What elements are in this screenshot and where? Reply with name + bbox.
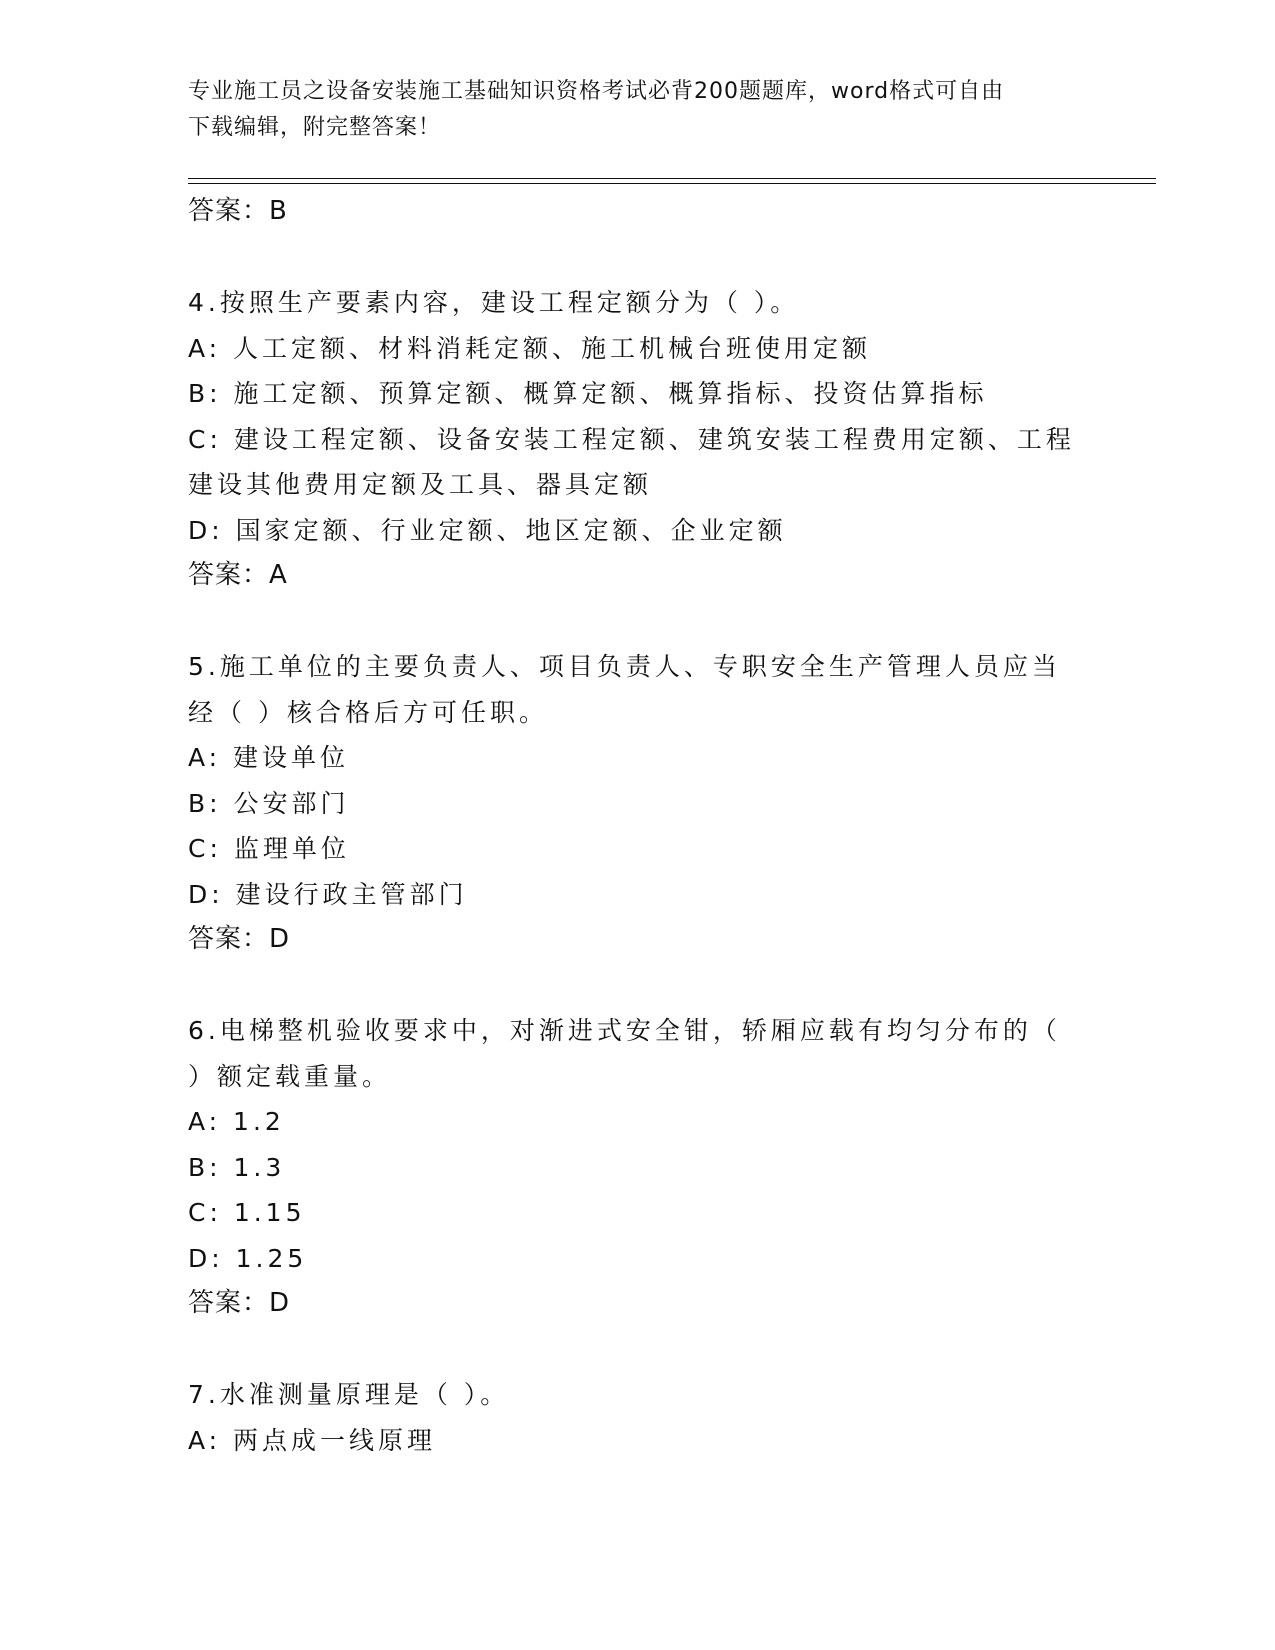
option-a: A: 1.2 [188, 1107, 285, 1136]
answer: 答案：D [188, 1288, 291, 1318]
question-stem: 6.电梯整机验收要求中，对渐进式安全钳，轿厢应载有均匀分布的（ [188, 1016, 1061, 1045]
option-a: A: 建设单位 [188, 743, 350, 772]
spacer [188, 599, 1088, 645]
header-line-2: 下载编辑，附完整答案！ [188, 115, 442, 140]
option-c: C: 建设工程定额、设备安装工程定额、建筑安装工程费用定额、工程 [188, 424, 1075, 454]
option-d: D: 1.25 [188, 1243, 308, 1273]
answer-previous: 答案：B [188, 196, 288, 226]
document-body [188, 189, 1088, 1463]
option-c: C: 1.15 [188, 1198, 306, 1227]
option-d: D: 国家定额、行业定额、地区定额、企业定额 [188, 515, 787, 545]
spacer [188, 963, 1088, 1009]
question-stem: 7.水准测量原理是（ ）。 [188, 1380, 510, 1409]
question-6 [188, 1008, 1088, 1327]
header-divider-top [188, 178, 1156, 179]
document-header [188, 74, 1088, 146]
question-stem: 5.施工单位的主要负责人、项目负责人、专职安全生产管理人员应当 [188, 652, 1061, 681]
answer: 答案：D [188, 924, 291, 954]
header-line-1: 专业施工员之设备安装施工基础知识资格考试必背200题题库，word格式可自由 [188, 79, 1005, 104]
question-stem: 4.按照生产要素内容，建设工程定额分为（ ）。 [188, 288, 800, 317]
option-b: B: 施工定额、预算定额、概算定额、概算指标、投资估算指标 [188, 379, 988, 408]
answer: 答案：A [188, 560, 288, 590]
option-c-continued: 建设其他费用定额及工具、器具定额 [188, 470, 653, 499]
option-a: A: 两点成一线原理 [188, 1425, 437, 1455]
spacer [188, 1327, 1088, 1373]
question-4 [188, 280, 1088, 599]
question-stem-continued: ）额定载重量。 [188, 1061, 392, 1091]
option-a: A: 人工定额、材料消耗定额、施工机械台班使用定额 [188, 333, 872, 363]
question-stem-continued: 经（ ）核合格后方可任职。 [188, 697, 548, 727]
option-b: B: 1.3 [188, 1152, 286, 1182]
option-c: C: 监理单位 [188, 834, 350, 863]
option-b: B: 公安部门 [188, 788, 350, 818]
spacer [188, 235, 1088, 281]
option-d: D: 建设行政主管部门 [188, 879, 468, 909]
question-5 [188, 644, 1088, 963]
question-7 [188, 1372, 1088, 1463]
header-divider-bottom [188, 183, 1156, 184]
